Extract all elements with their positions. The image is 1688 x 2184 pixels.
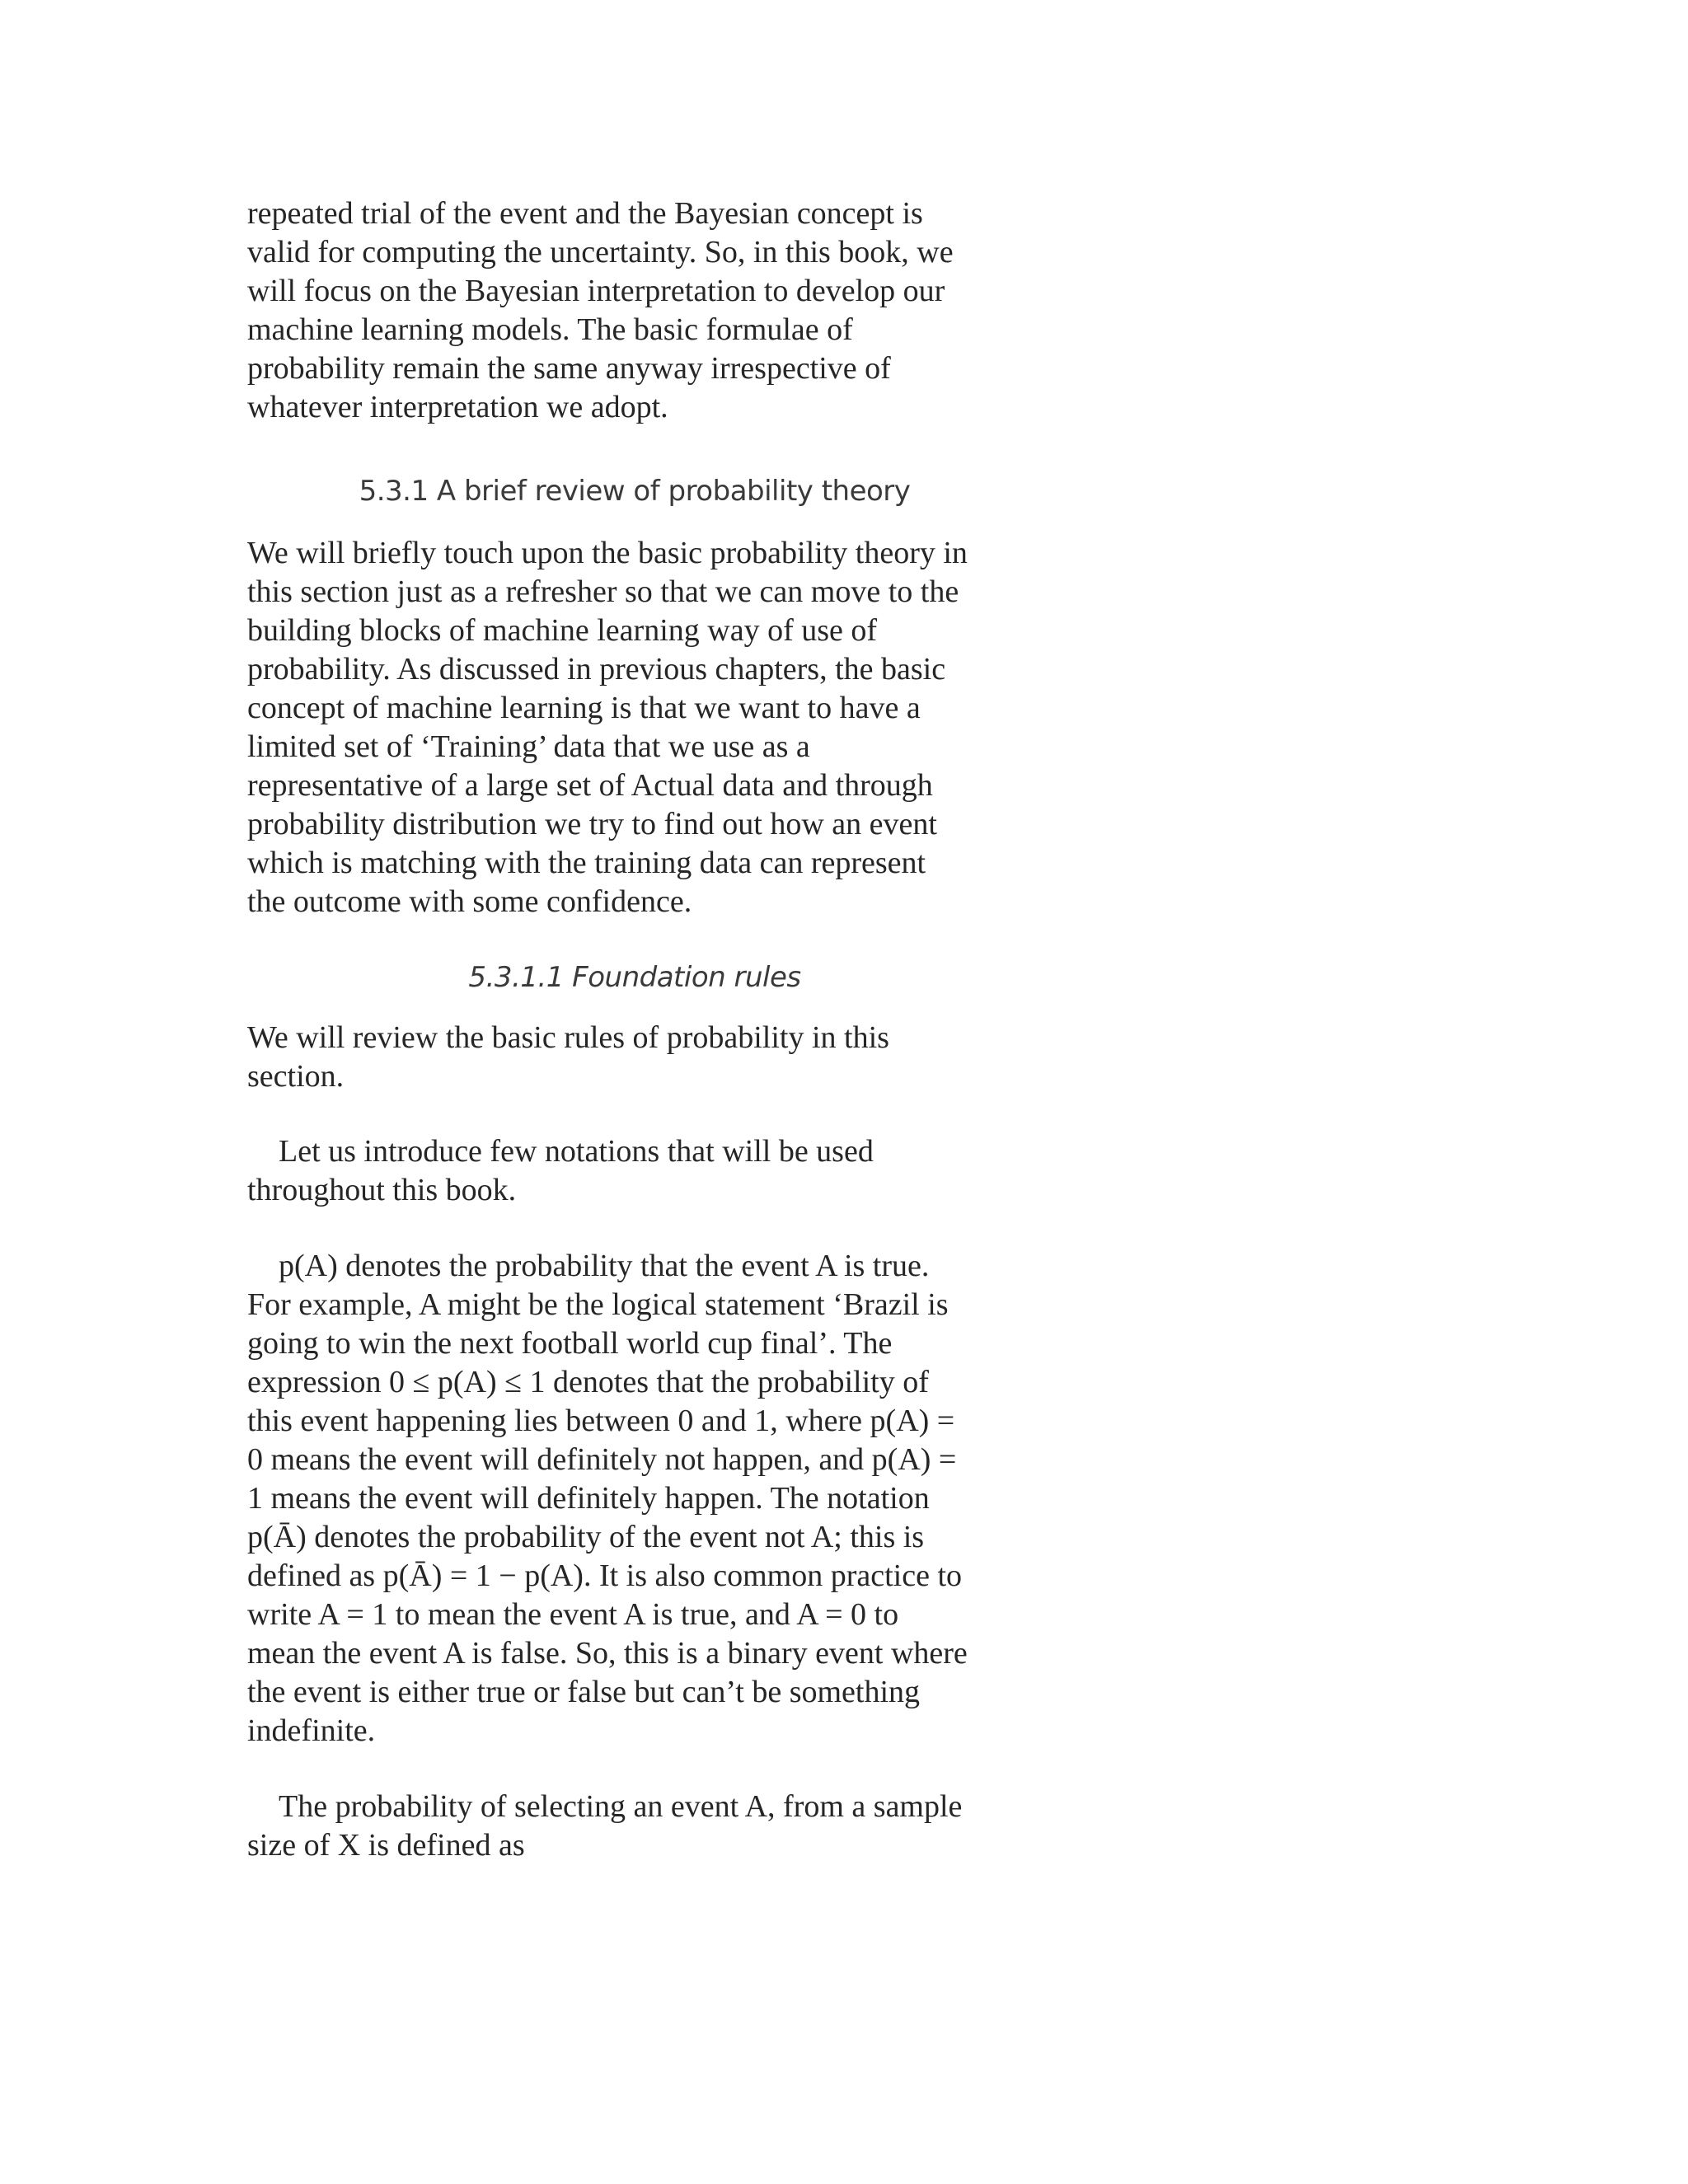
body-paragraph: repeated trial of the event and the Bayesian concept is valid for computing the uncertainty. So, in this book, we will focus on the Bayesian interpretation to develop our machine learning models. The basic formulae of probability remain the same anyway irrespective of whatever interpretation we adopt.	[247, 196, 954, 424]
subsection-heading: 5.3.1.1 Foundation rules	[468, 961, 801, 994]
body-paragraph: p(A) denotes the probability that the event A is true. For example, A might be the logical statement ‘Brazil is going to win the next football world cup final’. The expression 0 ≤ p(A) ≤ 1 denotes that the probability of this event happening lies between 0 and 1, where p(A) = 0 means the event will definitely not happen, and p(A) = 1 means the event will definitely happen. The notation p(Ā) denotes the probability of the event not A; this is defined as p(Ā) = 1 − p(A). It is also common practice to write A = 1 to mean the event A is true, and A = 0 to mean the event A is false. So, this is a binary event where the event is either true or false but can’t be something indefinite.	[247, 1249, 968, 1748]
body-paragraph: We will review the basic rules of probability in this section.	[247, 1020, 889, 1094]
body-paragraph: We will briefly touch upon the basic probability theory in this section just as a refresher so that we can move to the building blocks of machine learning way of use of probability. As discussed in previous chapters, the basic concept of machine learning is that we want to have a limited set of ‘Training’ data that we use as a representative of a large set of Actual data and through probability distribution we try to find out how an event which is matching with the training data can represent the outcome with some confidence.	[247, 536, 968, 919]
section-heading: 5.3.1 A brief review of probability theory	[359, 475, 911, 508]
body-paragraph: Let us introduce few notations that will be used throughout this book.	[247, 1134, 874, 1207]
body-paragraph: The probability of selecting an event A, from a sample size of X is defined as	[247, 1789, 963, 1863]
